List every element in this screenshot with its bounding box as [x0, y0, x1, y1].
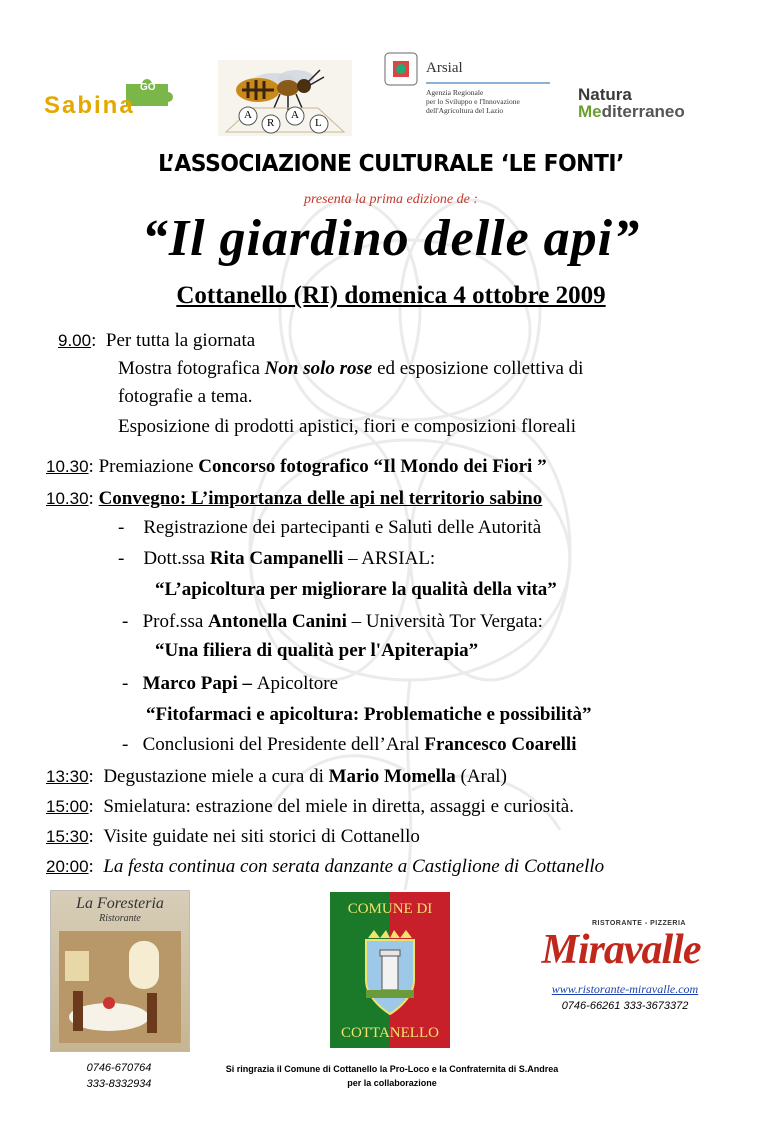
aral-letter: A [291, 109, 299, 121]
aral-letter: R [267, 117, 275, 129]
time-label: 10.30 [46, 489, 89, 508]
sabina-badge: GO [140, 82, 156, 93]
program-item-9-line2: Mostra fotografica Non solo rose ed esposizione collettiva di [118, 358, 584, 379]
foresteria-phones: 0746-670764 333-8332934 [86, 1062, 152, 1090]
aral-bee-logo [218, 60, 352, 136]
convegno-item-4: - Marco Papi – Apicoltore [122, 673, 339, 694]
convegno-item-3: - Prof.ssa Antonella Canini – Università Tor Vergata: [122, 611, 543, 632]
comune-banner-bottom: COTTANELLO [341, 1025, 439, 1041]
sabina-go-logo [44, 78, 184, 126]
program-item-9-line4: Esposizione di prodotti apistici, fiori e composizioni floreali [118, 416, 577, 437]
time-label: 15:00 [46, 797, 89, 816]
restaurant-interior-photo [59, 931, 181, 1043]
aral-letter: A [244, 109, 252, 121]
natura-line2: Mediterraneo [578, 102, 685, 121]
program-item-9-line3: fotografie a tema. [118, 386, 253, 407]
time-label: 13:30 [46, 767, 89, 786]
convegno-item-4-quote: “Fitofarmaci e apicoltura: Problematiche e possibilità” [146, 704, 592, 725]
foresteria-title: La Foresteria [76, 895, 164, 912]
miravalle-tagline: RISTORANTE - PIZZERIA [592, 920, 686, 927]
acknowledgements: Si ringrazia il Comune di Cottanello la Pro-Loco e la Confraternita di S.Andrea per la collaborazione [225, 1064, 559, 1088]
foresteria-subtitle: Ristorante [99, 913, 141, 924]
aral-letter: L [315, 117, 322, 129]
miravalle-name: Miravalle [541, 927, 701, 973]
convegno-item-1: - Registrazione dei partecipanti e Saluti delle Autorità [118, 517, 542, 538]
program-item-convegno: 10.30: Convegno: L’importanza delle api nel territorio sabino [46, 488, 543, 509]
arsial-subtitle: Agenzia Regionale per lo Sviluppo e l'Innovazione dell'Agricoltura del Lazio [426, 88, 520, 115]
natura-mediterraneo-logo [578, 86, 748, 126]
time-label: 15:30 [46, 827, 89, 846]
convegno-item-2-quote: “L’apicoltura per migliorare la qualità della vita” [155, 579, 557, 600]
arsial-emblem-icon [384, 52, 418, 86]
time-label: 9.00 [58, 331, 92, 350]
miravalle-phones: 0746-66261 333-3673372 [561, 1000, 689, 1012]
sabina-logo-text: Sabina [44, 92, 135, 119]
natura-line1: Natura [578, 85, 632, 104]
arsial-logo [382, 52, 552, 128]
convegno-item-5: - Conclusioni del Presidente dell’Aral Francesco Coarelli [122, 734, 577, 755]
event-title: “Il giardino delle api” [141, 210, 641, 267]
program-item-festa: 20:00: La festa continua con serata danzante a Castiglione di Cottanello [46, 856, 605, 877]
time-label: 10.30 [46, 457, 89, 476]
program-item-premiazione: 10.30: Premiazione Concorso fotografico “Il Mondo dei Fiori ” [46, 456, 547, 477]
program-item-degustazione: 13:30: Degustazione miele a cura di Mario Momella (Aral) [46, 766, 507, 787]
miravalle-website-link[interactable]: www.ristorante-miravalle.com [551, 982, 699, 996]
coat-of-arms-icon [358, 928, 422, 1018]
comune-cottanello-banner [330, 892, 450, 1048]
program-item-smielatura: 15:00: Smielatura: estrazione del miele in diretta, assaggi e curiosità. [46, 796, 574, 817]
convegno-item-3-quote: “Una filiera di qualità per l'Apiterapia” [155, 640, 479, 661]
arsial-name: Arsial [426, 60, 463, 76]
arsial-divider [426, 82, 550, 84]
presents-line: presenta la prima edizione de : [303, 192, 479, 207]
convegno-item-2: - Dott.ssa Rita Campanelli – ARSIAL: [118, 548, 436, 569]
program-item-visite: 15:30: Visite guidate nei siti storici di Cottanello [46, 826, 420, 847]
foresteria-restaurant-image [50, 890, 190, 1052]
time-label: 20:00 [46, 857, 89, 876]
association-heading: L’ASSOCIAZIONE CULTURALE ‘LE FONTI’ [158, 151, 624, 177]
event-date: Cottanello (RI) domenica 4 ottobre 2009 [176, 282, 606, 309]
program-item-9: 9.00: Per tutta la giornata [58, 330, 256, 351]
comune-banner-top: COMUNE DI [347, 901, 433, 917]
miravalle-logo [516, 920, 726, 982]
